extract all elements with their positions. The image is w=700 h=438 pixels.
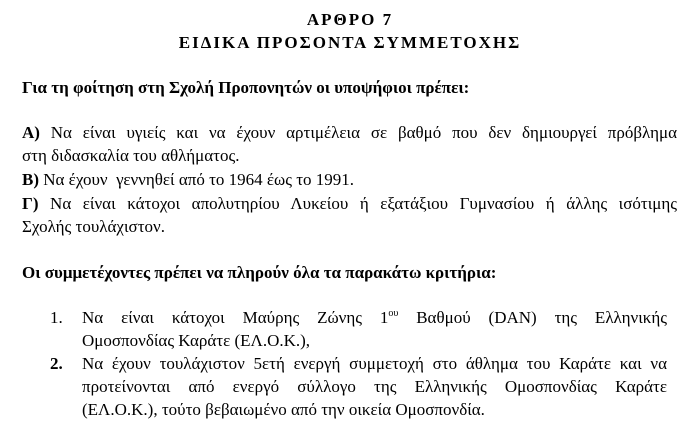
item-a-marker: Α) [22,123,40,142]
item-a-text-line1: Να είναι υγιείς και να έχουν αρτιμέλεια σε βαθμό που δεν δημιουργεί πρόβλημα [50,123,678,142]
list-item-1-text-pre: Να είναι κάτοχοι Μαύρης Ζώνης 1 [82,308,389,327]
article-number: ΑΡΘΡΟ 7 [306,10,394,29]
item-c-marker: Γ) [22,194,39,213]
item-c-text-line1: Να είναι κάτοχοι απολυτηρίου Λυκείου ή εξατάξιου Γυμνασίου ή άλλης ισότιμης [50,194,678,213]
section2-heading: Οι συμμετέχοντες πρέπει να πληρούν όλα τα παρακάτω κριτήρια: [22,263,497,282]
item-b-marker: Β) [22,170,39,189]
list-item-2-number: 2. [50,354,63,373]
item-c-line1 [22,194,677,214]
item-a-line1 [22,123,677,143]
section1-heading: Για τη φοίτηση στη Σχολή Προπονητών οι υποψήφιοι πρέπει: [22,78,470,97]
list-item-1-number: 1. [50,308,63,327]
list-item-1-line1 [82,308,667,328]
item-a-text-line2: στη διδασκαλία του αθλήματος. [22,146,240,165]
list-item-1-line2: Ομοσπονδίας Καράτε (ΕΛ.Ο.Κ.), [82,331,311,350]
list-item-2-line2: προτείνονται από ενεργό σύλλογο της Ελληνικής Ομοσπονδίας Καράτε [82,377,667,396]
list-item-1-text-post: Βαθμού (DAN) της Ελληνικής [398,308,667,327]
list-item-1-superscript: ου [388,308,399,319]
item-b-text-line1: Να έχουν γεννηθεί από το 1964 έως το 1991. [43,170,355,189]
article-title: ΕΙΔΙΚΑ ΠΡΟΣΟΝΤΑ ΣΥΜΜΕΤΟΧΗΣ [178,33,522,52]
list-item-2-line3: (ΕΛ.Ο.Κ.), τούτο βεβαιωμένο από την οικεία Ομοσπονδία. [82,400,485,419]
item-b-line1 [22,170,677,190]
item-c-text-line2: Σχολής τουλάχιστον. [22,217,165,236]
list-item-2-line1: Να έχουν τουλάχιστον 5ετή ενεργή συμμετοχή στο άθλημα του Καράτε και να [82,354,667,373]
